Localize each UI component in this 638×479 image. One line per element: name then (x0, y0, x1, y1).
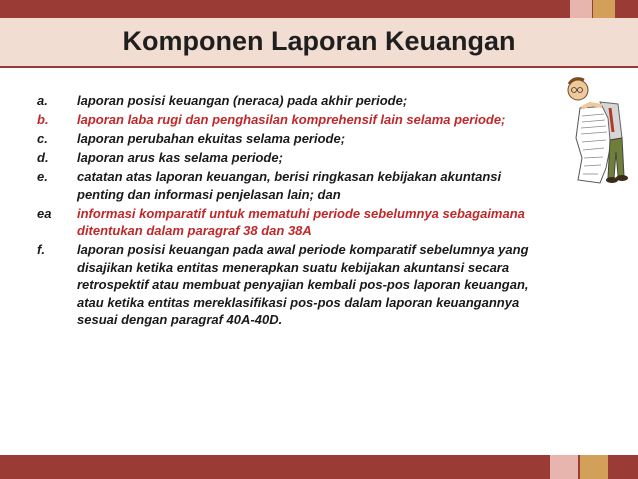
list-item (37, 92, 597, 110)
list-item (37, 149, 597, 167)
list-item (37, 168, 597, 203)
list-item (37, 130, 597, 148)
list-item-letter: b. (37, 112, 49, 127)
slide-title: Komponen Laporan Keuangan (122, 26, 516, 56)
bottom-accent-bar (0, 455, 638, 479)
list-item-text: catatan atas laporan keuangan, berisi ringkasan kebijakan akuntansi penting dan informasi penjelasan lain; dan (77, 169, 502, 202)
list-item-text: laporan arus kas selama periode; (77, 150, 283, 165)
decor-square (616, 0, 638, 18)
top-decorative-squares (569, 0, 638, 18)
decor-square (580, 455, 608, 479)
list-item-letter: a. (37, 93, 48, 108)
decor-square (593, 0, 615, 18)
list-item-text: laporan posisi keuangan (neraca) pada akhir periode; (77, 93, 408, 108)
list-item-letter: e. (37, 169, 48, 184)
list-item-letter: ea (37, 205, 52, 221)
list-item-letter: c. (37, 131, 48, 146)
list-item-letter: d. (37, 150, 49, 165)
decor-square (610, 455, 638, 479)
list-item-text: informasi komparatif untuk mematuhi periode sebelumnya sebagaimana ditentukan dalam paragraf 38 dan 38A (77, 205, 525, 238)
list-item (37, 205, 597, 240)
bottom-decorative-squares (548, 455, 638, 479)
title-divider (0, 66, 638, 68)
list-item-text: laporan laba rugi dan penghasilan komprehensif lain selama periode; (77, 112, 506, 127)
list-item (37, 111, 597, 129)
list-item-text: laporan posisi keuangan pada awal periode komparatif sebelumnya yang disajikan ketika entitas menerapkan suatu kebijakan akuntansi secara retrospektif atau membuat penyajian kembali pos-pos laporan keuangan, atau ketika entitas mereklasifikasi pos-pos dalam laporan keuangannya sesuai dengan paragraf 40A-40D. (77, 242, 529, 327)
list-item-text: laporan perubahan ekuitas selama periode; (77, 131, 346, 146)
decor-square (570, 0, 592, 18)
top-accent-bar (0, 0, 638, 18)
component-list (37, 92, 597, 330)
list-item (37, 241, 597, 329)
decor-square (550, 455, 578, 479)
list-item-letter: f. (37, 242, 45, 257)
